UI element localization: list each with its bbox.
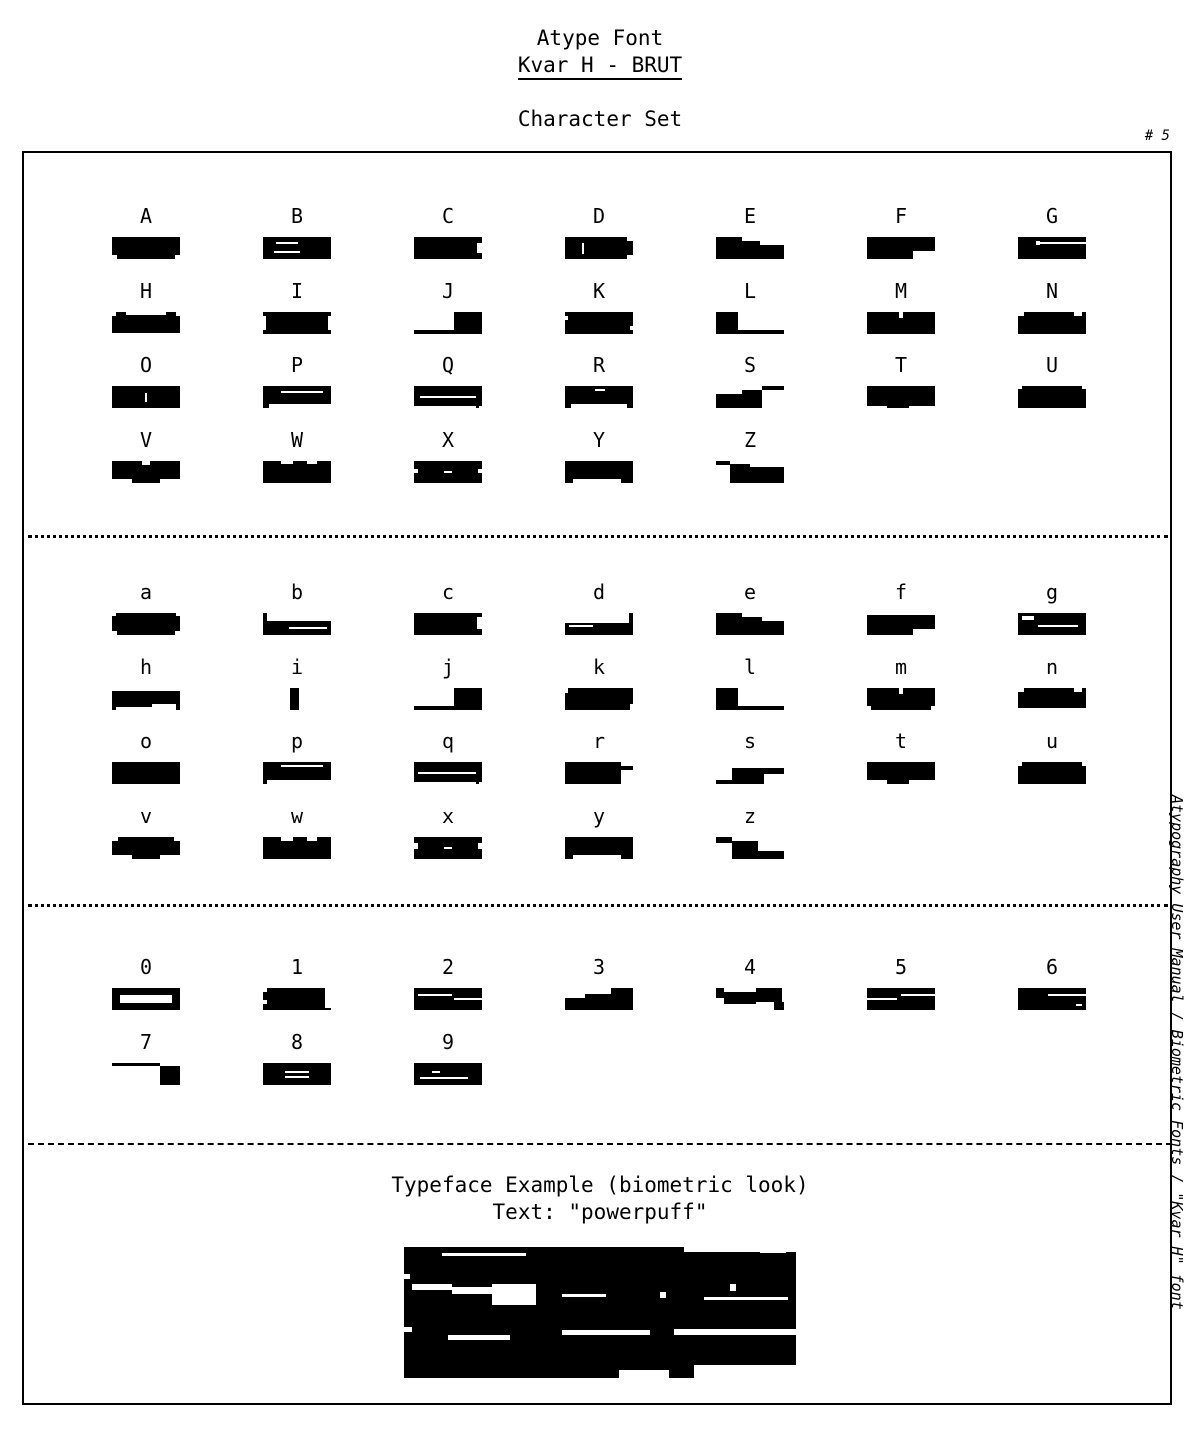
glyph-label: b — [290, 580, 304, 604]
glyph-label: J — [441, 278, 455, 303]
glyph-sample — [263, 461, 331, 483]
glyph-label: X — [441, 427, 455, 452]
glyph-label: 4 — [743, 955, 757, 979]
glyph-label: M — [894, 278, 908, 303]
glyph-label: P — [290, 353, 304, 377]
glyph-label: F — [894, 204, 908, 228]
glyph-label: 7 — [139, 1029, 153, 1054]
glyph-sample — [112, 386, 180, 408]
glyph-label: O — [139, 353, 153, 377]
glyph-label: Q — [441, 353, 455, 377]
glyph-label: q — [441, 729, 455, 753]
glyph-sample — [112, 461, 180, 483]
glyph-label: H — [139, 278, 153, 303]
glyph-label: 3 — [592, 955, 606, 979]
glyph-sample — [414, 688, 482, 710]
page-number: # 5 — [1144, 128, 1170, 144]
glyph-label: l — [743, 654, 757, 679]
glyph-sample — [112, 762, 180, 784]
glyph-label: f — [894, 580, 908, 604]
glyph-sample — [1018, 688, 1086, 710]
glyph-sample — [263, 1063, 331, 1085]
glyph-sample — [1018, 386, 1086, 408]
glyph-label: A — [139, 204, 153, 228]
glyph-label: B — [290, 204, 304, 228]
glyph-sample — [414, 386, 482, 408]
glyph-label: a — [139, 580, 153, 604]
glyph-label: L — [743, 278, 757, 303]
glyph-label: k — [592, 654, 606, 679]
glyph-sample — [716, 688, 784, 710]
glyph-label: o — [139, 729, 153, 753]
glyph-sample — [565, 688, 633, 710]
glyph-sample — [414, 1063, 482, 1085]
glyph-sample — [716, 386, 784, 408]
glyph-sample — [1018, 613, 1086, 635]
glyph-sample — [1018, 988, 1086, 1010]
glyph-sample — [112, 988, 180, 1010]
glyph-sample — [112, 237, 180, 259]
glyph-sample — [565, 762, 633, 784]
glyph-label: T — [894, 353, 908, 377]
glyph-sample — [867, 988, 935, 1010]
glyph-sample — [414, 461, 482, 483]
glyph-label: 9 — [441, 1029, 455, 1054]
glyph-sample — [414, 312, 482, 334]
glyph-label: S — [743, 353, 757, 377]
glyph-label: V — [139, 427, 153, 452]
glyph-label: 8 — [290, 1029, 304, 1054]
glyph-sample — [716, 988, 784, 1010]
dotted-divider-upper — [28, 535, 1168, 538]
glyph-sample — [263, 613, 331, 635]
glyph-sample — [263, 386, 331, 408]
dotted-divider-lower — [28, 904, 1168, 907]
font-subtitle: Kvar H - BRUT — [518, 53, 682, 80]
dashed-divider — [28, 1143, 1172, 1145]
glyph-label: r — [592, 729, 606, 753]
glyph-label: w — [290, 803, 304, 828]
glyph-label: G — [1045, 204, 1059, 228]
font-title: Atype Font — [536, 26, 664, 50]
glyph-sample — [1018, 237, 1086, 259]
glyph-sample — [867, 312, 935, 334]
glyph-sample — [565, 312, 633, 334]
glyph-sample — [414, 988, 482, 1010]
glyph-sample — [263, 988, 331, 1010]
glyph-sample — [1018, 312, 1086, 334]
glyph-label: W — [290, 427, 304, 452]
example-heading: Typeface Example (biometric look) — [391, 1173, 809, 1197]
glyph-label: j — [441, 654, 455, 679]
example-render-image — [404, 1247, 796, 1378]
glyph-sample — [112, 613, 180, 635]
glyph-sample — [565, 837, 633, 859]
section-title: Character Set — [517, 107, 683, 131]
glyph-label: e — [743, 580, 757, 604]
glyph-label: 0 — [139, 955, 153, 979]
font-subtitle-wrap — [0, 52, 1200, 78]
glyph-label: v — [139, 803, 153, 828]
glyph-label: E — [743, 204, 757, 228]
glyph-sample — [414, 762, 482, 784]
glyph-label: U — [1045, 353, 1059, 377]
glyph-label: R — [592, 353, 606, 377]
glyph-label: i — [290, 654, 304, 679]
glyph-label: h — [139, 654, 153, 679]
glyph-sample — [565, 237, 633, 259]
glyph-sample — [112, 1063, 180, 1085]
glyph-sample — [867, 762, 935, 784]
glyph-label: m — [894, 654, 908, 679]
glyph-sample — [867, 688, 935, 710]
glyph-sample — [263, 837, 331, 859]
glyph-sample — [867, 613, 935, 635]
glyph-label: g — [1045, 580, 1059, 604]
glyph-label: Y — [592, 427, 606, 452]
glyph-sample — [263, 688, 331, 710]
glyph-label: N — [1045, 278, 1059, 303]
glyph-sample — [1018, 762, 1086, 784]
glyph-sample — [112, 312, 180, 334]
glyph-label: x — [441, 803, 455, 828]
glyph-label: p — [290, 729, 304, 753]
glyph-label: C — [441, 204, 455, 228]
glyph-sample — [112, 688, 180, 710]
glyph-label: c — [441, 580, 455, 604]
glyph-sample — [716, 837, 784, 859]
glyph-sample — [263, 762, 331, 784]
glyph-label: z — [743, 803, 757, 828]
glyph-sample — [565, 386, 633, 408]
example-text-line: Text: "powerpuff" — [492, 1200, 708, 1224]
side-caption: Atypography User Manual / Biometric Fonts / "Kvar H" font — [1168, 795, 1186, 1310]
glyph-label: Z — [743, 427, 757, 452]
glyph-sample — [867, 237, 935, 259]
example-title — [0, 1172, 1200, 1226]
glyph-label: s — [743, 729, 757, 753]
glyph-sample — [565, 613, 633, 635]
glyph-sample — [716, 461, 784, 483]
glyph-sample — [716, 762, 784, 784]
glyph-sample — [565, 461, 633, 483]
glyph-label: K — [592, 278, 606, 303]
glyph-sample — [716, 613, 784, 635]
glyph-sample — [414, 613, 482, 635]
glyph-label: 1 — [290, 955, 304, 979]
glyph-label: t — [894, 729, 908, 753]
glyph-sample — [414, 837, 482, 859]
glyph-label: y — [592, 803, 606, 828]
glyph-label: 2 — [441, 955, 455, 979]
glyph-sample — [716, 312, 784, 334]
glyph-label: d — [592, 580, 606, 604]
glyph-label: 6 — [1045, 955, 1059, 979]
glyph-sample — [112, 837, 180, 859]
glyph-label: D — [592, 204, 606, 228]
glyph-sample — [414, 237, 482, 259]
glyph-sample — [716, 237, 784, 259]
glyph-sample — [867, 386, 935, 408]
glyph-sample — [263, 312, 331, 334]
glyph-label: n — [1045, 654, 1059, 679]
glyph-label: I — [290, 278, 304, 303]
glyph-sample — [565, 988, 633, 1010]
glyph-label: u — [1045, 729, 1059, 753]
glyph-label: 5 — [894, 955, 908, 979]
glyph-sample — [263, 237, 331, 259]
